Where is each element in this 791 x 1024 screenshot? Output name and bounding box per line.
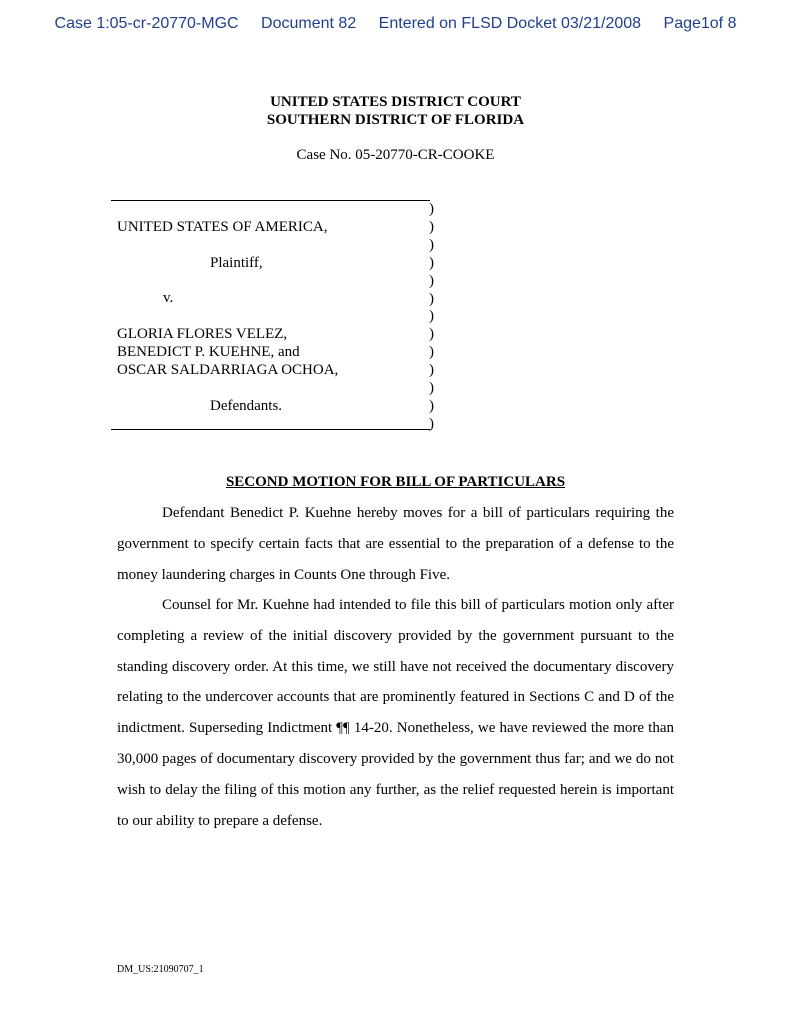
header-entered-date: Entered on FLSD Docket 03/21/2008: [378, 15, 642, 32]
docket-header: [0, 15, 791, 33]
court-name: UNITED STATES DISTRICT COURT: [270, 94, 521, 110]
case-number: Case No. 05-20770-CR-COOKE: [296, 147, 495, 163]
defendants-label: Defendants.: [210, 398, 283, 414]
caption-top-rule: [111, 200, 430, 201]
motion-title: SECOND MOTION FOR BILL OF PARTICULARS: [225, 474, 566, 490]
defendant-name-3: OSCAR SALDARRIAGA OCHOA,: [117, 362, 339, 378]
caption-parentheses: ) ) ) ) ) ) ) ) ) ) ) ) ): [429, 201, 434, 432]
caption-bottom-rule: [111, 429, 430, 430]
defendant-name-2: BENEDICT P. KUEHNE, and: [117, 344, 300, 360]
document-footer-id: DM_US:21090707_1: [117, 964, 204, 975]
court-district: SOUTHERN DISTRICT OF FLORIDA: [266, 112, 525, 128]
plaintiff-label: Plaintiff,: [210, 255, 263, 271]
court-heading: [0, 93, 791, 129]
plaintiff-name: UNITED STATES OF AMERICA,: [117, 219, 328, 235]
header-document-number: Document 82: [261, 15, 357, 32]
header-case-number: Case 1:05-cr-20770-MGC: [54, 15, 239, 32]
body-paragraph-2: Counsel for Mr. Kuehne had intended to file this bill of particulars motion only after completing a review of the initial discovery provided by the government pursuant to the standing discovery order. At this time, we still have not received the documentary discovery relating to the undercover accounts that are prominently featured in Sections C and D of the indictment. Superseding Indictment ¶¶ 14-20. Nonetheless, we have reviewed the more than 30,000 pages of documentary discovery provided by the government thus far; and we do not wish to delay the filing of this motion any further, as the relief requested herein is important to our ability to prepare a defense.: [117, 597, 674, 829]
header-page-count: Page1of 8: [663, 15, 737, 32]
versus-label: v.: [163, 290, 174, 306]
body-paragraph-1: Defendant Benedict P. Kuehne hereby moves for a bill of particulars requiring the government to specify certain facts that are essential to the preparation of a defense to the money laundering charges in Counts One through Five.: [117, 505, 674, 583]
defendant-name-1: GLORIA FLORES VELEZ,: [117, 326, 288, 342]
